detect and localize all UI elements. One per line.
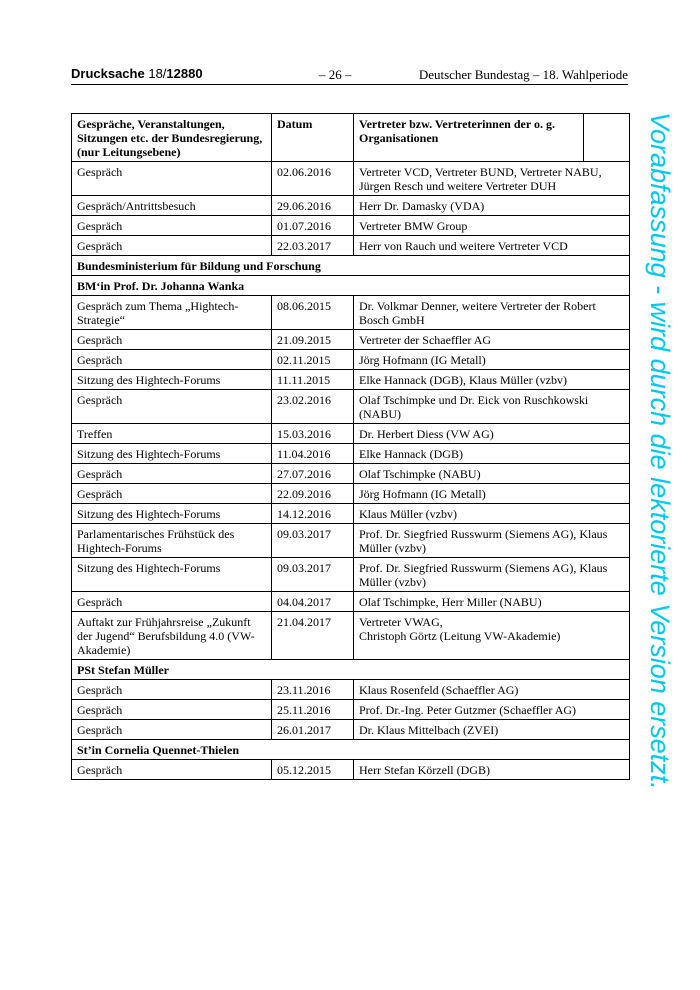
reps-text: Vertreter VCD, Vertreter BUND, Vertreter NABU, Jürgen Resch und weitere Vertreter DUH: [359, 165, 602, 193]
reps-text-line2: Christoph Görtz (Leitung VW-Akademie): [359, 629, 561, 643]
table-row: [72, 720, 630, 740]
column-header-empty: [584, 114, 630, 162]
section-minister-row: [72, 276, 630, 296]
page-number: – 26 –: [319, 67, 352, 82]
event-cell: Gespräch: [72, 700, 272, 720]
table-row: [72, 484, 630, 504]
page-header: [71, 66, 628, 85]
reps-cell: [354, 236, 630, 256]
table-row: [72, 236, 630, 256]
reps-cell: [354, 296, 630, 330]
reps-cell: [354, 592, 630, 612]
event-cell: Parlamentarisches Frühstück des Hightech-Forums: [72, 524, 272, 558]
event-cell: Gespräch: [72, 390, 272, 424]
reps-text: Herr von Rauch und weitere Vertreter VCD: [359, 239, 568, 253]
section-ministry-row: [72, 256, 630, 276]
reps-text: Vertreter der Schaeffler AG: [359, 333, 492, 347]
event-cell: Gespräch: [72, 592, 272, 612]
reps-text: Prof. Dr.-Ing. Peter Gutzmer (Schaeffler AG): [359, 703, 577, 717]
date-cell: 26.01.2017: [272, 720, 354, 740]
reps-cell: [354, 444, 630, 464]
event-cell: Gespräch: [72, 484, 272, 504]
reps-cell: [354, 424, 630, 444]
date-cell: 09.03.2017: [272, 558, 354, 592]
table-row: [72, 504, 630, 524]
reps-cell: [354, 330, 630, 350]
column-header-event: Gespräche, Veranstaltungen, Sitzungen etc. der Bundesregierung, (nur Leitungsebene): [72, 114, 272, 162]
reps-cell: [354, 464, 630, 484]
reps-text: Vertreter VWAG,: [359, 615, 443, 629]
reps-text: Elke Hannack (DGB): [359, 447, 463, 461]
date-cell: 25.11.2016: [272, 700, 354, 720]
date-cell: 02.11.2015: [272, 350, 354, 370]
reps-text: Klaus Rosenfeld (Schaeffler AG): [359, 683, 519, 697]
reps-text: Dr. Klaus Mittelbach (ZVEI): [359, 723, 499, 737]
reps-cell: [354, 700, 630, 720]
reps-cell: [354, 370, 630, 390]
event-cell: Gespräch: [72, 720, 272, 740]
date-cell: 27.07.2016: [272, 464, 354, 484]
column-header-reps: Vertreter bzw. Vertreterinnen der o. g. Organisationen: [354, 114, 584, 162]
reps-text: Elke Hannack (DGB), Klaus Müller (vzbv): [359, 373, 567, 387]
table-row: [72, 196, 630, 216]
reps-text: Herr Dr. Damasky (VDA): [359, 199, 485, 213]
event-cell: Sitzung des Hightech-Forums: [72, 370, 272, 390]
date-cell: 23.02.2016: [272, 390, 354, 424]
event-cell: Sitzung des Hightech-Forums: [72, 444, 272, 464]
event-cell: Gespräch: [72, 464, 272, 484]
reps-cell: [354, 612, 630, 660]
date-cell: 22.03.2017: [272, 236, 354, 256]
table-row: [72, 612, 630, 660]
date-cell: 01.07.2016: [272, 216, 354, 236]
event-cell: Gespräch/Antrittsbesuch: [72, 196, 272, 216]
document-number: Drucksache 18/12880: [71, 66, 203, 81]
reps-cell: [354, 720, 630, 740]
reps-text: Herr Stefan Körzell (DGB): [359, 763, 490, 777]
table-header-row: [72, 114, 630, 162]
reps-cell: [354, 390, 630, 424]
date-cell: 15.03.2016: [272, 424, 354, 444]
reps-cell: [354, 196, 630, 216]
table-row: [72, 330, 630, 350]
reps-text: Vertreter BMW Group: [359, 219, 468, 233]
event-cell: Gespräch: [72, 350, 272, 370]
section-minister-row-label: BM‘in Prof. Dr. Johanna Wanka: [72, 276, 630, 296]
draft-watermark: Vorabfassung - wird durch die lektorierte Version ersetzt.: [645, 112, 675, 790]
date-cell: 23.11.2016: [272, 680, 354, 700]
section-stin-row: [72, 740, 630, 760]
table-row: [72, 592, 630, 612]
table-row: [72, 370, 630, 390]
event-cell: Treffen: [72, 424, 272, 444]
date-cell: 04.04.2017: [272, 592, 354, 612]
meetings-table: [71, 113, 630, 780]
date-cell: 29.06.2016: [272, 196, 354, 216]
table-row: [72, 700, 630, 720]
table-row: [72, 680, 630, 700]
event-cell: Gespräch: [72, 216, 272, 236]
reps-cell: [354, 760, 630, 780]
event-cell: Gespräch: [72, 162, 272, 196]
table-row: [72, 350, 630, 370]
reps-text: Jörg Hofmann (IG Metall): [359, 487, 486, 501]
reps-cell: [354, 216, 630, 236]
date-cell: 11.04.2016: [272, 444, 354, 464]
event-cell: Sitzung des Hightech-Forums: [72, 504, 272, 524]
event-cell: Gespräch zum Thema „Hightech-Strategie“: [72, 296, 272, 330]
reps-cell: [354, 558, 630, 592]
event-cell: Gespräch: [72, 680, 272, 700]
date-cell: 21.09.2015: [272, 330, 354, 350]
reps-cell: [354, 350, 630, 370]
event-cell: Gespräch: [72, 330, 272, 350]
section-ministry-row-label: Bundesministerium für Bildung und Forschung: [72, 256, 630, 276]
publisher: Deutscher Bundestag – 18. Wahlperiode: [418, 67, 628, 82]
reps-cell: [354, 484, 630, 504]
table-row: [72, 464, 630, 484]
date-cell: 21.04.2017: [272, 612, 354, 660]
table-row: [72, 760, 630, 780]
reps-text: Prof. Dr. Siegfried Russwurm (Siemens AG), Klaus Müller (vzbv): [359, 561, 608, 589]
event-cell: Gespräch: [72, 236, 272, 256]
reps-cell: [354, 524, 630, 558]
column-header-date: Datum: [272, 114, 354, 162]
event-cell: Sitzung des Hightech-Forums: [72, 558, 272, 592]
table-row: [72, 296, 630, 330]
reps-cell: [354, 162, 630, 196]
reps-text: Olaf Tschimpke (NABU): [359, 467, 481, 481]
reps-cell: [354, 504, 630, 524]
table-row: [72, 524, 630, 558]
reps-text: Prof. Dr. Siegfried Russwurm (Siemens AG), Klaus Müller (vzbv): [359, 527, 608, 555]
event-cell: Gespräch: [72, 760, 272, 780]
section-pst-row: [72, 660, 630, 680]
reps-text: Dr. Herbert Diess (VW AG): [359, 427, 494, 441]
date-cell: 05.12.2015: [272, 760, 354, 780]
section-stin-row-label: St’in Cornelia Quennet-Thielen: [72, 740, 630, 760]
date-cell: 09.03.2017: [272, 524, 354, 558]
reps-text: Olaf Tschimpke, Herr Miller (NABU): [359, 595, 542, 609]
section-pst-row-label: PSt Stefan Müller: [72, 660, 630, 680]
table-row: [72, 444, 630, 464]
date-cell: 11.11.2015: [272, 370, 354, 390]
table-row: [72, 424, 630, 444]
reps-text: Klaus Müller (vzbv): [359, 507, 457, 521]
table-row: [72, 558, 630, 592]
reps-cell: [354, 680, 630, 700]
date-cell: 14.12.2016: [272, 504, 354, 524]
event-cell: Auftakt zur Frühjahrsreise „Zukunft der Jugend“ Berufsbildung 4.0 (VW-Akademie): [72, 612, 272, 660]
reps-text: Dr. Volkmar Denner, weitere Vertreter der Robert Bosch GmbH: [359, 299, 596, 327]
date-cell: 22.09.2016: [272, 484, 354, 504]
date-cell: 02.06.2016: [272, 162, 354, 196]
date-cell: 08.06.2015: [272, 296, 354, 330]
reps-text: Jörg Hofmann (IG Metall): [359, 353, 486, 367]
table-row: [72, 162, 630, 196]
table-row: [72, 390, 630, 424]
table-row: [72, 216, 630, 236]
reps-text: Olaf Tschimpke und Dr. Eick von Ruschkowski (NABU): [359, 393, 589, 421]
